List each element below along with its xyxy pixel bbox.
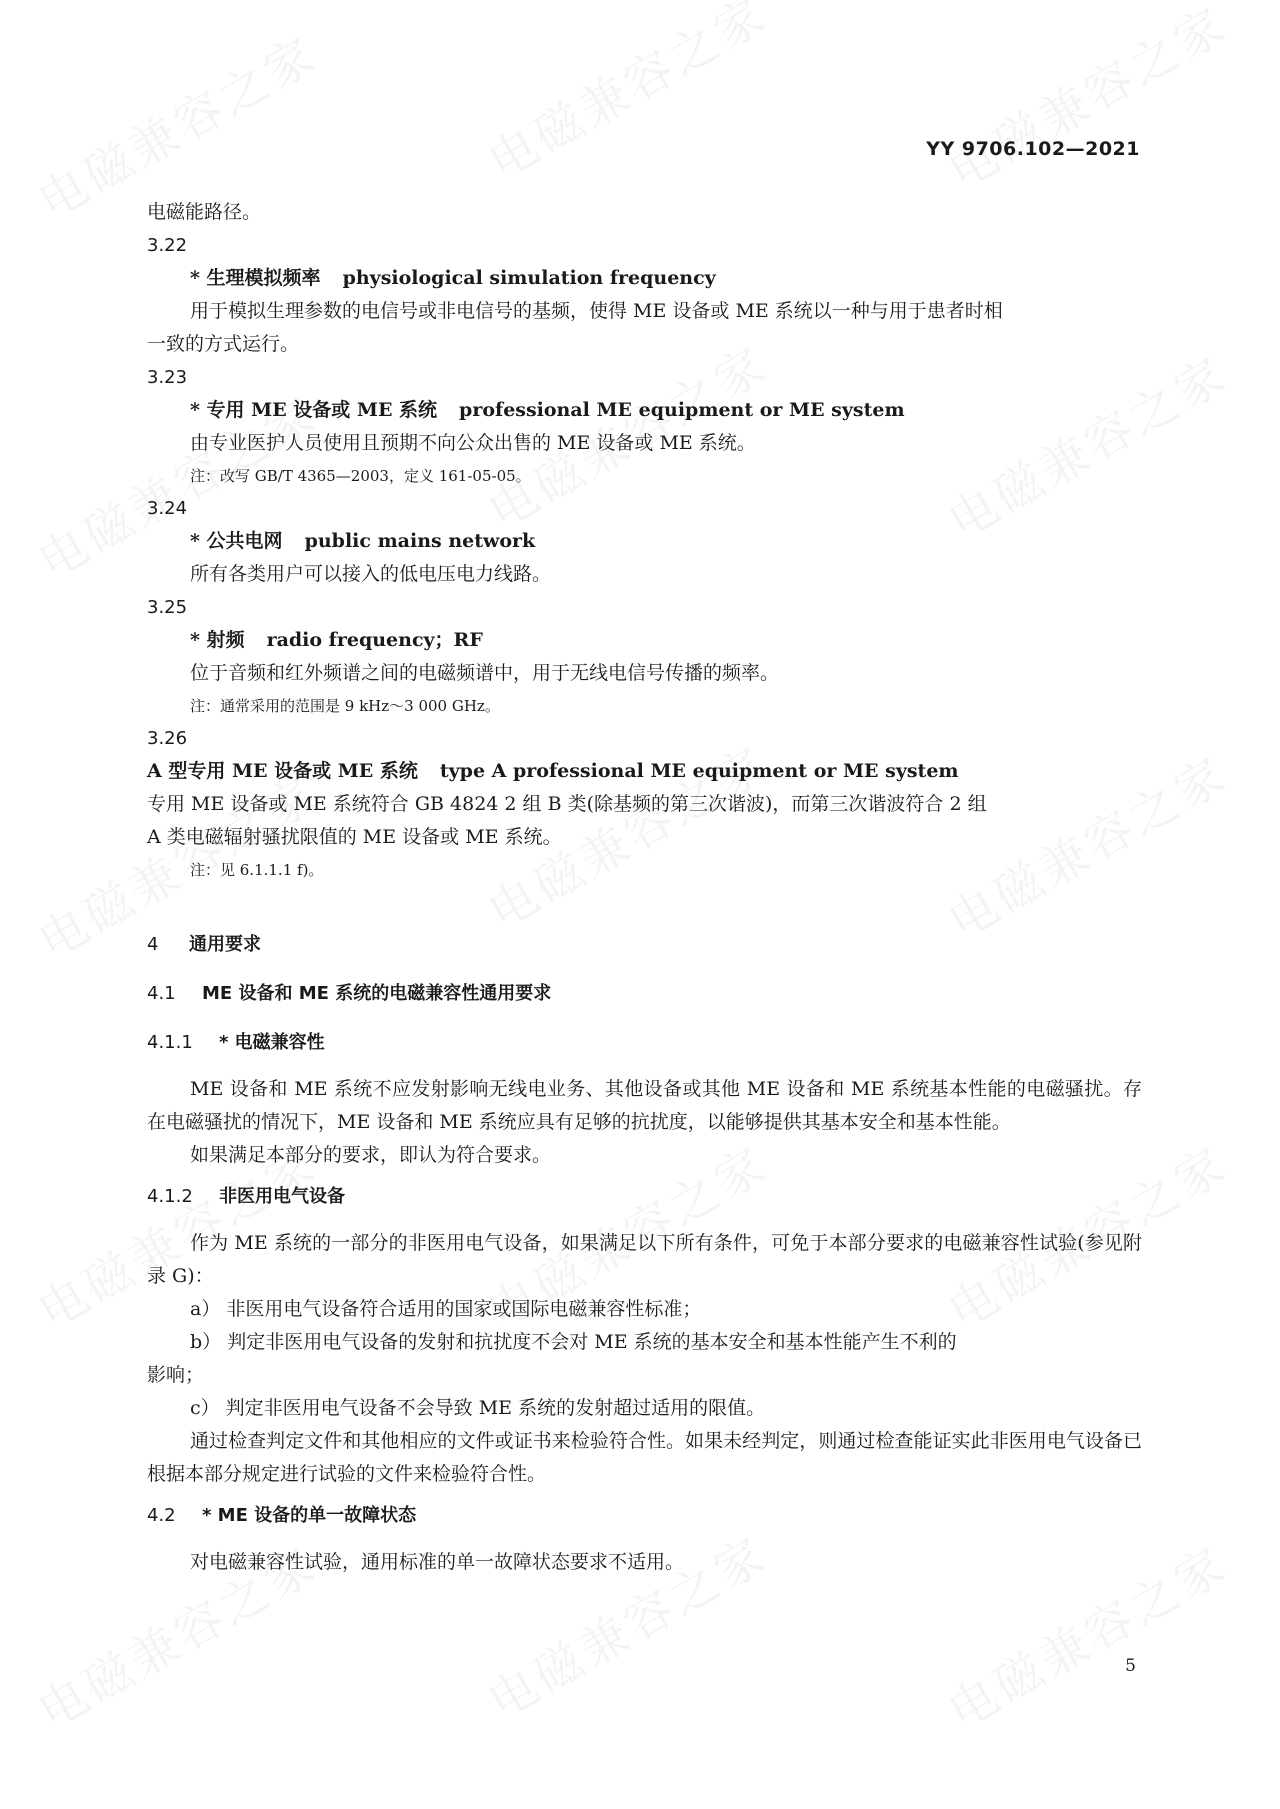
term-heading	[147, 755, 1142, 788]
section-heading-4-1-1	[147, 1026, 1142, 1059]
paragraph: 作为 ME 系统的一部分的非医用电气设备，如果满足以下所有条件，可免于本部分要求的电磁兼容性试验(参见附录 G)：	[147, 1232, 1142, 1287]
continuation-text: 电磁能路径。	[147, 201, 262, 223]
clause-number: 3.25	[147, 597, 188, 618]
paragraph: 对电磁兼容性试验，通用标准的单一故障状态要求不适用。	[190, 1551, 685, 1573]
section-heading-4-1	[147, 977, 1142, 1010]
clause-number: 3.22	[147, 235, 188, 256]
section-heading-4-1-2	[147, 1180, 1142, 1213]
watermark	[934, 0, 1239, 202]
standard-code: YY 9706.102—2021	[926, 138, 1140, 160]
clause-number: 3.26	[147, 728, 188, 749]
page-number: 5	[1125, 1656, 1136, 1676]
definition-text: 位于音频和红外频谱之间的电磁频谱中，用于无线电信号传播的频率。	[190, 662, 780, 684]
list-item-a: a） 非医用电气设备符合适用的国家或国际电磁兼容性标准；	[190, 1298, 702, 1320]
list-item-b-cont: 影响；	[147, 1364, 205, 1386]
list-item-b: b） 判定非医用电气设备的发射和抗扰度不会对 ME 系统的基本安全和基本性能产生不利的	[190, 1331, 957, 1353]
note: 注：通常采用的范围是 9 kHz～3 000 GHz。	[190, 697, 500, 715]
definition-text: 用于模拟生理参数的电信号或非电信号的基频，使得 ME 设备或 ME 系统以一种与用于患者时相	[190, 300, 1003, 322]
clause-number: 3.23	[147, 367, 188, 388]
term-zh: * 公共电网	[190, 530, 283, 552]
paragraph: 如果满足本部分的要求，即认为符合要求。	[190, 1144, 552, 1166]
section-heading-4	[147, 928, 1142, 961]
section-number: 4.1.1	[147, 1032, 193, 1053]
definition-text: 所有各类用户可以接入的低电压电力线路。	[190, 563, 552, 585]
term-heading	[147, 624, 1142, 657]
page-content	[147, 196, 1142, 1579]
term-zh: A 型专用 ME 设备或 ME 系统	[147, 760, 418, 782]
term-en: type A professional ME equipment or ME system	[439, 760, 959, 782]
term-zh: * 生理模拟频率	[190, 267, 321, 289]
paragraph: ME 设备和 ME 系统不应发射影响无线电业务、其他设备或其他 ME 设备和 ME 系统基本性能的电磁骚扰。存在电磁骚扰的情况下，ME 设备和 ME 系统应具有足够的抗扰度，以能够提供其基本安全和基本性能。	[147, 1078, 1142, 1133]
term-heading	[147, 525, 1142, 558]
section-number: 4	[147, 934, 159, 955]
term-zh: * 专用 ME 设备或 ME 系统	[190, 399, 438, 421]
section-number: 4.2	[147, 1505, 176, 1526]
term-heading	[147, 394, 1142, 427]
section-number: 4.1.2	[147, 1186, 193, 1207]
definition-text: 一致的方式运行。	[147, 333, 300, 355]
section-title: * ME 设备的单一故障状态	[202, 1505, 417, 1526]
section-title: 非医用电气设备	[219, 1186, 345, 1207]
section-title: ME 设备和 ME 系统的电磁兼容性通用要求	[202, 983, 552, 1004]
note: 注：见 6.1.1.1 f)。	[190, 861, 324, 879]
section-heading-4-2	[147, 1499, 1142, 1532]
term-en: professional ME equipment or ME system	[459, 399, 905, 421]
watermark	[474, 0, 779, 192]
term-heading	[147, 262, 1142, 295]
term-en: public mains network	[304, 530, 536, 552]
clause-number: 3.24	[147, 498, 188, 519]
definition-text: 专用 ME 设备或 ME 系统符合 GB 4824 2 组 B 类(除基频的第三次谐波)，而第三次谐波符合 2 组	[147, 793, 987, 815]
term-en: radio frequency；RF	[266, 629, 483, 651]
section-title: * 电磁兼容性	[219, 1032, 325, 1053]
definition-text: 由专业医护人员使用且预期不向公众出售的 ME 设备或 ME 系统。	[190, 432, 756, 454]
definition-text: A 类电磁辐射骚扰限值的 ME 设备或 ME 系统。	[147, 826, 562, 848]
section-title: 通用要求	[189, 934, 261, 955]
paragraph: 通过检查判定文件和其他相应的文件或证书来检验符合性。如果未经判定，则通过检查能证实此非医用电气设备已根据本部分规定进行试验的文件来检验符合性。	[147, 1430, 1142, 1485]
term-zh: * 射频	[190, 629, 245, 651]
note: 注：改写 GB/T 4365—2003，定义 161-05-05。	[190, 467, 531, 485]
list-item-c: c） 判定非医用电气设备不会导致 ME 系统的发射超过适用的限值。	[190, 1397, 766, 1419]
term-en: physiological simulation frequency	[342, 267, 716, 289]
section-number: 4.1	[147, 983, 176, 1004]
